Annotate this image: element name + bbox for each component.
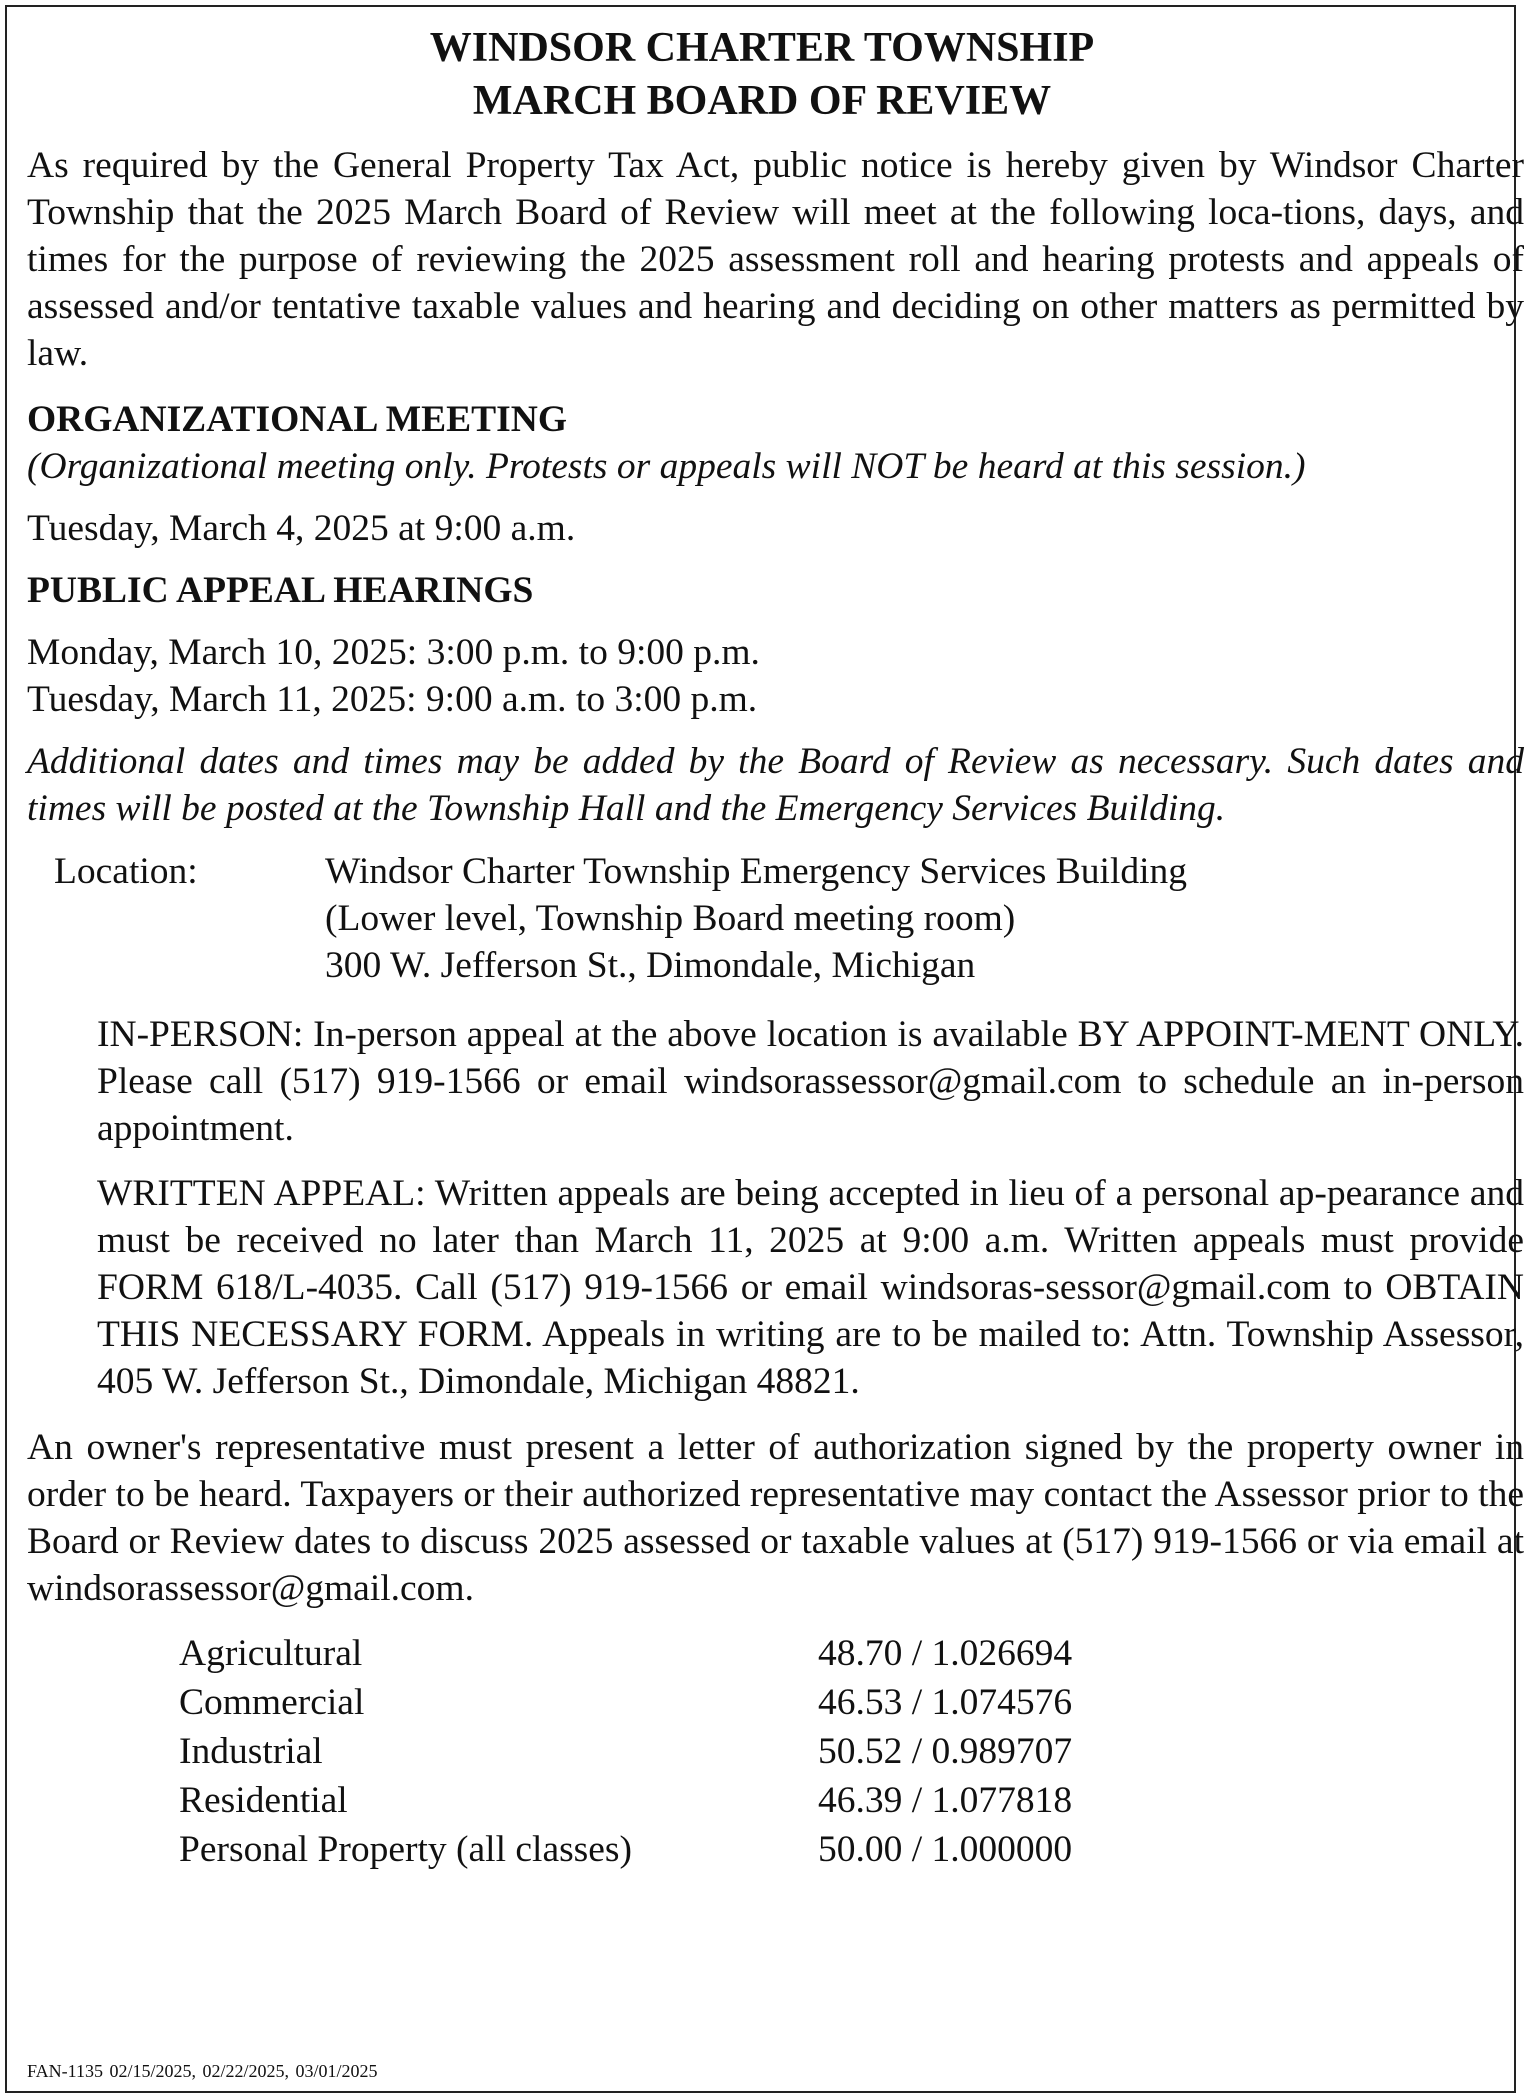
notice-body <box>27 22 1524 1875</box>
location-line: (Lower level, Township Board meeting room) <box>325 898 1016 939</box>
organizational-heading: ORGANIZATIONAL MEETING <box>27 399 568 440</box>
notice-title <box>27 22 1497 128</box>
ratio-class: Agricultural <box>179 1633 363 1674</box>
title-line-2: MARCH BOARD OF REVIEW <box>472 78 1052 124</box>
location-address <box>325 848 1187 989</box>
hearing-date: Tuesday, March 11, 2025: 9:00 a.m. to 3:00 p.m. <box>27 679 758 720</box>
table-row <box>179 1777 1072 1826</box>
publication-footer: FAN-1135 02/15/2025, 02/22/2025, 03/01/2025 <box>27 2061 378 2081</box>
ratio-class: Personal Property (all classes) <box>179 1829 633 1870</box>
owner-representative-paragraph: An owner's representative must present a letter of authorization signed by the property owner in order to be heard. Taxpayers or their authorized representative may contact the Assessor prior to the Board or Review dates to discuss 2025 assessed or taxable values at (517) 919-1566 or via email at windsorassessor@gmail.com. <box>27 1427 1524 1609</box>
table-row <box>179 1630 1072 1679</box>
ratio-value: 48.70 / 1.026694 <box>818 1633 1073 1674</box>
intro-paragraph: As required by the General Property Tax Act, public notice is hereby given by Windsor Charter Township that the 2025 March Board of Review will meet at the following loca-tions, days, and times for the purpose of reviewing the 2025 assessment roll and hearing protests and appeals of assessed and/or tentative taxable values and hearing and deciding on other matters as permitted by law. <box>27 145 1524 374</box>
additional-dates-note: Additional dates and times may be added by the Board of Review as necessary. Such dates and times will be posted at the Township Hall and the Emergency Services Building. <box>27 741 1524 829</box>
location-line: Windsor Charter Township Emergency Services Building <box>325 851 1188 892</box>
hearing-dates <box>27 629 1524 723</box>
in-person-paragraph: IN-PERSON: In-person appeal at the above location is available BY APPOINT-MENT ONLY. Please call (517) 919-1566 or email windsorassessor@gmail.com to schedule an in-person appointment. <box>97 1014 1524 1149</box>
ratio-value: 50.52 / 0.989707 <box>818 1731 1073 1772</box>
public-hearings-heading: PUBLIC APPEAL HEARINGS <box>27 570 534 611</box>
organizational-date: Tuesday, March 4, 2025 at 9:00 a.m. <box>27 508 576 549</box>
ratio-class: Residential <box>179 1780 348 1821</box>
ratio-value: 46.39 / 1.077818 <box>818 1780 1073 1821</box>
table-row <box>179 1826 1072 1875</box>
ratio-table <box>179 1630 1072 1875</box>
location-line: 300 W. Jefferson St., Dimondale, Michigan <box>325 945 976 986</box>
ratio-class: Industrial <box>179 1731 323 1772</box>
ratio-value: 50.00 / 1.000000 <box>818 1829 1073 1870</box>
written-appeal-paragraph: WRITTEN APPEAL: Written appeals are being accepted in lieu of a personal ap-pearance and must be received no later than March 11, 2025 at 9:00 a.m. Written appeals must provide FORM 618/L-4035. Call (517) 919-1566 or email windsoras-sessor@gmail.com to OBTAIN THIS NECESSARY FORM. Appeals in writing are to be mailed to: Attn. Township Assessor, 405 W. Jefferson St., Dimondale, Michigan 48821. <box>97 1173 1524 1402</box>
title-line-1: WINDSOR CHARTER TOWNSHIP <box>429 25 1095 71</box>
table-row <box>179 1679 1072 1728</box>
ratio-value: 46.53 / 1.074576 <box>818 1682 1073 1723</box>
hearing-date: Monday, March 10, 2025: 3:00 p.m. to 9:00 p.m. <box>27 632 760 673</box>
table-row <box>179 1728 1072 1777</box>
location-label: Location: <box>54 851 198 892</box>
organizational-note: (Organizational meeting only. Protests or appeals will NOT be heard at this session.) <box>27 446 1306 487</box>
ratio-class: Commercial <box>179 1682 365 1723</box>
location-block <box>54 848 1524 989</box>
